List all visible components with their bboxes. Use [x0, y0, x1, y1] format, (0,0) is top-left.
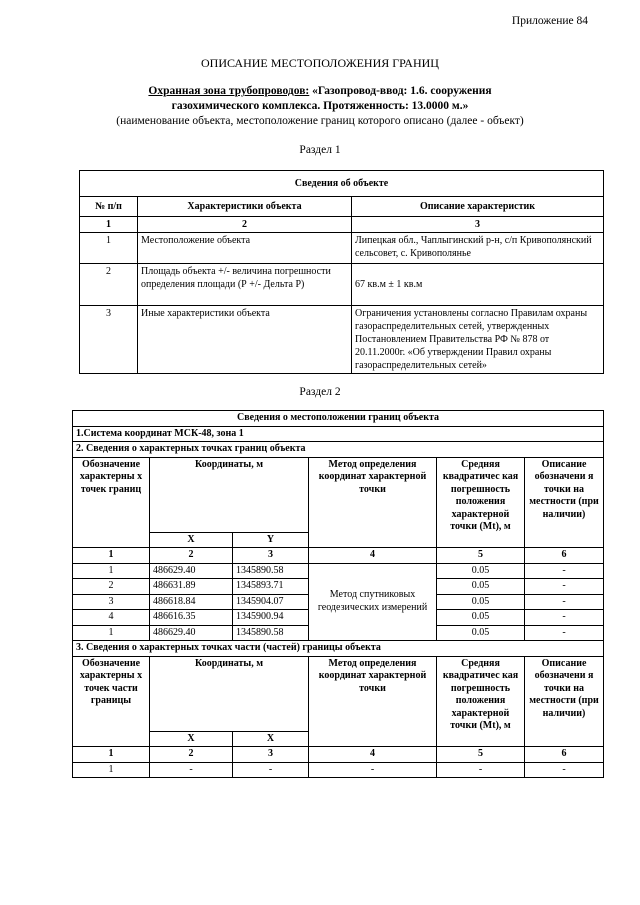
table-row: [73, 762, 604, 778]
header-point: Обозначение характерны х точек части границы: [73, 656, 150, 747]
row-characteristic: Местоположение объекта: [138, 233, 352, 264]
object-title: [80, 84, 560, 114]
header-coords: Координаты, м: [150, 656, 309, 731]
header-method: Метод определения координат характерной точки: [309, 457, 437, 548]
header-x: X: [150, 731, 233, 747]
point-y: 1345893.71: [233, 579, 309, 595]
header-num: 5: [437, 548, 525, 564]
header-cell: № п/п: [80, 197, 138, 217]
section2-label: Раздел 2: [299, 386, 341, 398]
header-num: 3: [352, 217, 604, 233]
header-x: X: [150, 532, 233, 548]
point-y: 1345904.07: [233, 594, 309, 610]
header-method: Метод определения координат характерной точки: [309, 656, 437, 747]
header-num: 2: [150, 548, 233, 564]
table-row: [73, 563, 604, 579]
point-number: 1: [73, 625, 150, 641]
table-row: [80, 233, 604, 264]
header-num: 2: [150, 747, 233, 763]
point-description: -: [525, 625, 604, 641]
part3-title: 3. Сведения о характерных точках части (частей) границы объекта: [73, 641, 604, 657]
point-y: 1345890.58: [233, 563, 309, 579]
header-cell: Описание характеристик: [352, 197, 604, 217]
header-num: 1: [73, 747, 150, 763]
boundary-table: [72, 410, 604, 778]
coordinate-system: 1.Система координат МСК-48, зона 1: [73, 426, 604, 442]
part2-title: 2. Сведения о характерных точках границ объекта: [73, 442, 604, 458]
point-description: -: [525, 579, 604, 595]
point-error: 0.05: [437, 579, 525, 595]
header-num: 4: [309, 548, 437, 564]
object-name-line2: газохимического комплекса. Протяженность: 13.0000 м.»: [171, 100, 469, 112]
object-info-table: [79, 170, 604, 374]
point-y: 1345900.94: [233, 610, 309, 626]
point-x: 486618.84: [150, 594, 233, 610]
point-error: -: [437, 762, 525, 778]
row-characteristic: Площадь объекта +/- величина погрешности определения площади (Р +/- Дельта Р): [138, 264, 352, 306]
point-description: -: [525, 563, 604, 579]
point-method: -: [309, 762, 437, 778]
header-description: Описание обозначени я точки на местности (при наличии): [525, 656, 604, 747]
header-num: 3: [233, 747, 309, 763]
point-description: -: [525, 762, 604, 778]
header-num: 2: [138, 217, 352, 233]
header-y: Y: [233, 532, 309, 548]
document-title: ОПИСАНИЕ МЕСТОПОЛОЖЕНИЯ ГРАНИЦ: [201, 56, 439, 70]
row-description: Ограничения установлены согласно Правилам охраны газораспределительных сетей, утвержденных Постановлением Правительства РФ № 878 от 20.11.2000г. «Об утверждении Правил охраны газораспределительных сетей»: [352, 306, 604, 374]
point-x: 486629.40: [150, 625, 233, 641]
point-error: 0.05: [437, 610, 525, 626]
point-error: 0.05: [437, 625, 525, 641]
header-point: Обозначение характерны х точек границ: [73, 457, 150, 548]
header-cell: Характеристики объекта: [138, 197, 352, 217]
row-description: Липецкая обл., Чаплыгинский р-н, с/п Кривополянский сельсовет, с. Кривополянье: [352, 233, 604, 264]
point-number: 2: [73, 579, 150, 595]
point-x: 486616.35: [150, 610, 233, 626]
point-number: 4: [73, 610, 150, 626]
header-num: 5: [437, 747, 525, 763]
row-num: 3: [80, 306, 138, 374]
point-error: 0.05: [437, 563, 525, 579]
appendix-number: Приложение 84: [511, 15, 588, 27]
point-x: 486631.89: [150, 579, 233, 595]
table-title: Сведения о местоположении границ объекта: [73, 411, 604, 427]
header-coords: Координаты, м: [150, 457, 309, 532]
table-title: Сведения об объекте: [80, 171, 604, 197]
object-label: Охранная зона трубопроводов:: [148, 85, 310, 97]
point-description: -: [525, 610, 604, 626]
point-y: 1345890.58: [233, 625, 309, 641]
header-description: Описание обозначени я точки на местности (при наличии): [525, 457, 604, 548]
header-error: Средняя квадратичес кая погрешность положения характерной точки (Mt), м: [437, 656, 525, 747]
row-num: 1: [80, 233, 138, 264]
object-note: (наименование объекта, местоположение границ которого описано (далее - объект): [116, 115, 524, 127]
method-cell: Метод спутниковых геодезических измерений: [309, 563, 437, 641]
row-num: 2: [80, 264, 138, 306]
point-error: 0.05: [437, 594, 525, 610]
header-num: 6: [525, 548, 604, 564]
table-row: [80, 264, 604, 306]
point-number: 1: [73, 762, 150, 778]
point-number: 1: [73, 563, 150, 579]
header-num: 1: [80, 217, 138, 233]
object-name-line1: «Газопровод-ввод: 1.6. сооружения: [312, 85, 492, 97]
header-x: X: [233, 731, 309, 747]
header-num: 4: [309, 747, 437, 763]
point-x: -: [150, 762, 233, 778]
header-num: 1: [73, 548, 150, 564]
header-error: Средняя квадратичес кая погрешность положения характерной точки (Mt), м: [437, 457, 525, 548]
row-characteristic: Иные характеристики объекта: [138, 306, 352, 374]
point-y: -: [233, 762, 309, 778]
point-description: -: [525, 594, 604, 610]
row-description: 67 кв.м ± 1 кв.м: [352, 264, 604, 306]
point-x: 486629.40: [150, 563, 233, 579]
header-num: 6: [525, 747, 604, 763]
section1-label: Раздел 1: [299, 144, 341, 156]
header-num: 3: [233, 548, 309, 564]
point-number: 3: [73, 594, 150, 610]
table-row: [80, 306, 604, 374]
